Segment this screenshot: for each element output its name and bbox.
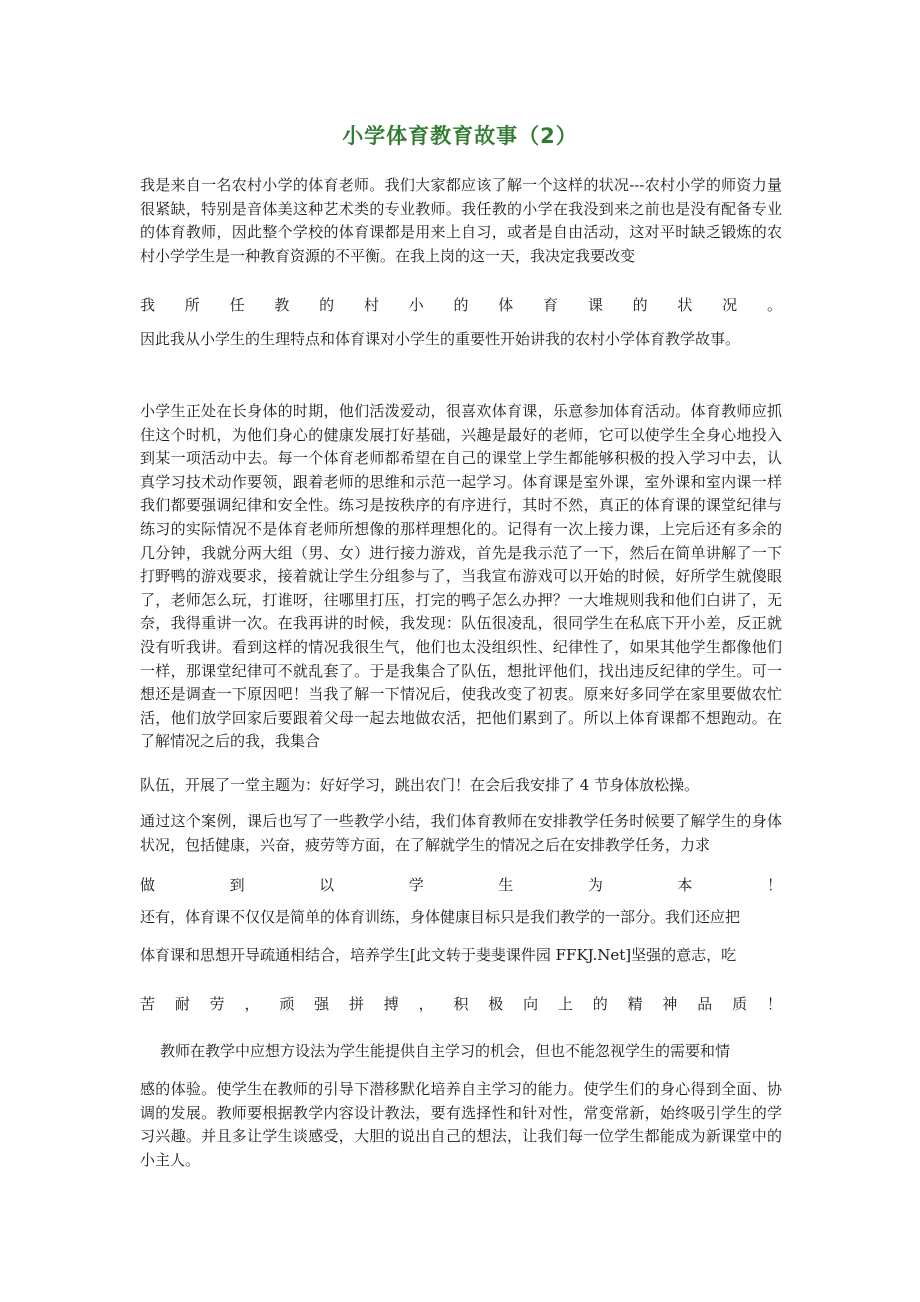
paragraph-story: 小学生正处在长身体的时期，他们活泼爱动，很喜欢体育课，乐意参加体育活动。体育教师应抓住这个时机，为他们身心的健康发展打好基础，兴趣是最好的老师，它可以使学生全身心地投入到某一项活动中去。每一个体育老师都希望在自己的课堂上学生都能够积极的投入学习中去，认真学习技术动作要领，跟着老师的思维和示范一起学习。体育课是室外课，室外课和室内课一样我们都要强调纪律和安全性。练习是按秩序的有序进行，其时不然，真正的体育课的课堂纪律与练习的实际情况不是体育老师所想像的那样理想化的。记得有一次上接力课，上完后还有多余的几分钟，我就分两大组（男、女）进行接力游戏，首先是我示范了一下，然后在简单讲解了一下打野鸭的游戏要求，接着就让学生分组参与了，当我宣布游戏可以开始的时候，好所学生就傻眼了，老师怎么玩，打谁呀，往哪里打压，打完的鸭子怎么办押？一大堆规则我和他们白讲了，无奈，我得重讲一次。在我再讲的时候，我发现：队伍很凌乱，很同学生在私底下开小差，反正就没有听我讲。看到这样的情况我很生气，他们也太没组织性、纪律性了，如果其他学生都像他们一样，那课堂纪律可不就乱套了。于是我集合了队伍，想批评他们，找出违反纪律的学生。可一想还是调查一下原因吧！当我了解一下情况后，使我改变了初衷。原来好多同学在家里要做农忙活，他们放学回家后要跟着父母一起去地做农活，把他们累到了。所以上体育课都不想跑动。在了解情况之后的我，我集合: [140, 402, 782, 751]
spread-char: 小: [408, 296, 424, 314]
spread-char: 况: [722, 296, 738, 314]
spread-char: 。: [766, 296, 782, 314]
spread-char: 任: [229, 296, 245, 314]
spread-char: 积: [453, 995, 469, 1013]
paragraph-summary-spread-line: [140, 874, 782, 897]
paragraph-closing-line-1: 教师在教学中应想方设法为学生能提供自主学习的机会，但也不能忽视学生的需要和情: [160, 1042, 731, 1060]
spread-char: ！: [766, 876, 782, 894]
spread-char: 育: [543, 296, 559, 314]
spread-char: 所: [184, 296, 200, 314]
spread-char: 耐: [174, 995, 190, 1013]
spread-char: 课: [587, 296, 603, 314]
spread-char: 本: [677, 876, 693, 894]
spread-char: 极: [488, 995, 504, 1013]
paragraph-moral-spread-line: [140, 993, 782, 1016]
spread-char: 顽: [279, 995, 295, 1013]
spread-char: ！: [766, 995, 782, 1013]
spread-char: 状: [677, 296, 693, 314]
spread-char: 的: [319, 296, 335, 314]
spread-char: 我: [140, 296, 156, 314]
spread-char: 做: [140, 876, 156, 894]
spread-char: 搏: [383, 995, 399, 1013]
spread-char: 以: [319, 876, 335, 894]
spread-char: 到: [229, 876, 245, 894]
spread-char: 体: [498, 296, 514, 314]
spread-char: 劳: [209, 995, 225, 1013]
spread-char: 强: [314, 995, 330, 1013]
spread-char: ，: [244, 995, 260, 1013]
spread-char: 为: [587, 876, 603, 894]
page-title: 小学体育教育故事（2）: [342, 124, 578, 148]
spread-char: 生: [498, 876, 514, 894]
spread-char: 向: [523, 995, 539, 1013]
spread-char: 学: [408, 876, 424, 894]
paragraph-closing: 感的体验。使学生在教师的引导下潜移默化培养自主学习的能力。使学生们的身心得到全面、协调的发展。教师要根据教学内容设计教法，要有选择性和针对性，常变常新，始终吸引学生的学习兴趣。并且多让学生谈感受，大胆的说出自己的想法，让我们每一位学生都能成为新课堂中的小主人。: [140, 1080, 782, 1169]
spread-char: 的: [632, 296, 648, 314]
spread-char: 拼: [348, 995, 364, 1013]
paragraph-moral-line-2: 体育课和思想开导疏通相结合，培养学生[此文转于斐斐课件园 FFKJ.Net]坚强的意志，吃: [140, 946, 737, 964]
spread-char: 的: [453, 296, 469, 314]
paragraph-intro-spread-line: [140, 294, 782, 317]
spread-char: 神: [662, 995, 678, 1013]
paragraph-moral-line-1: 还有，体育课不仅仅是简单的体育训练，身体健康目标只是我们教学的一部分。我们还应把: [140, 908, 741, 926]
spread-char: ，: [418, 995, 434, 1013]
spread-char: 质: [732, 995, 748, 1013]
paragraph-intro: 我是来自一名农村小学的体育老师。我们大家都应该了解一个这样的状况---农村小学的师资力量很紧缺，特别是音体美这种艺术类的专业教师。我任教的小学在我没到来之前也是没有配备专业的体育教师，因此整个学校的体育课都是用来上自习，或者是自由活动，这对平时缺乏锻炼的农村小学学生是一种教育资源的不平衡。在我上岗的这一天，我决定我要改变: [140, 176, 782, 265]
paragraph-summary: 通过这个案例，课后也写了一些教学小结，我们体育教师在安排教学任务时候要了解学生的身体状况，包括健康，兴奋，疲劳等方面，在了解就学生的情况之后在安排教学任务，力求: [140, 812, 782, 854]
paragraph-purpose: 因此我从小学生的生理特点和体育课对小学生的重要性开始讲我的农村小学体育教学故事。: [140, 330, 741, 348]
spread-char: 教: [274, 296, 290, 314]
spread-char: 上: [557, 995, 573, 1013]
spread-char: 品: [697, 995, 713, 1013]
spread-char: 精: [627, 995, 643, 1013]
spread-char: 的: [592, 995, 608, 1013]
spread-char: 苦: [140, 995, 156, 1013]
paragraph-story-end: 队伍，开展了一堂主题为：好好学习，跳出农门！在会后我安排了 4 节身体放松操。: [140, 776, 700, 794]
spread-char: 村: [363, 296, 379, 314]
